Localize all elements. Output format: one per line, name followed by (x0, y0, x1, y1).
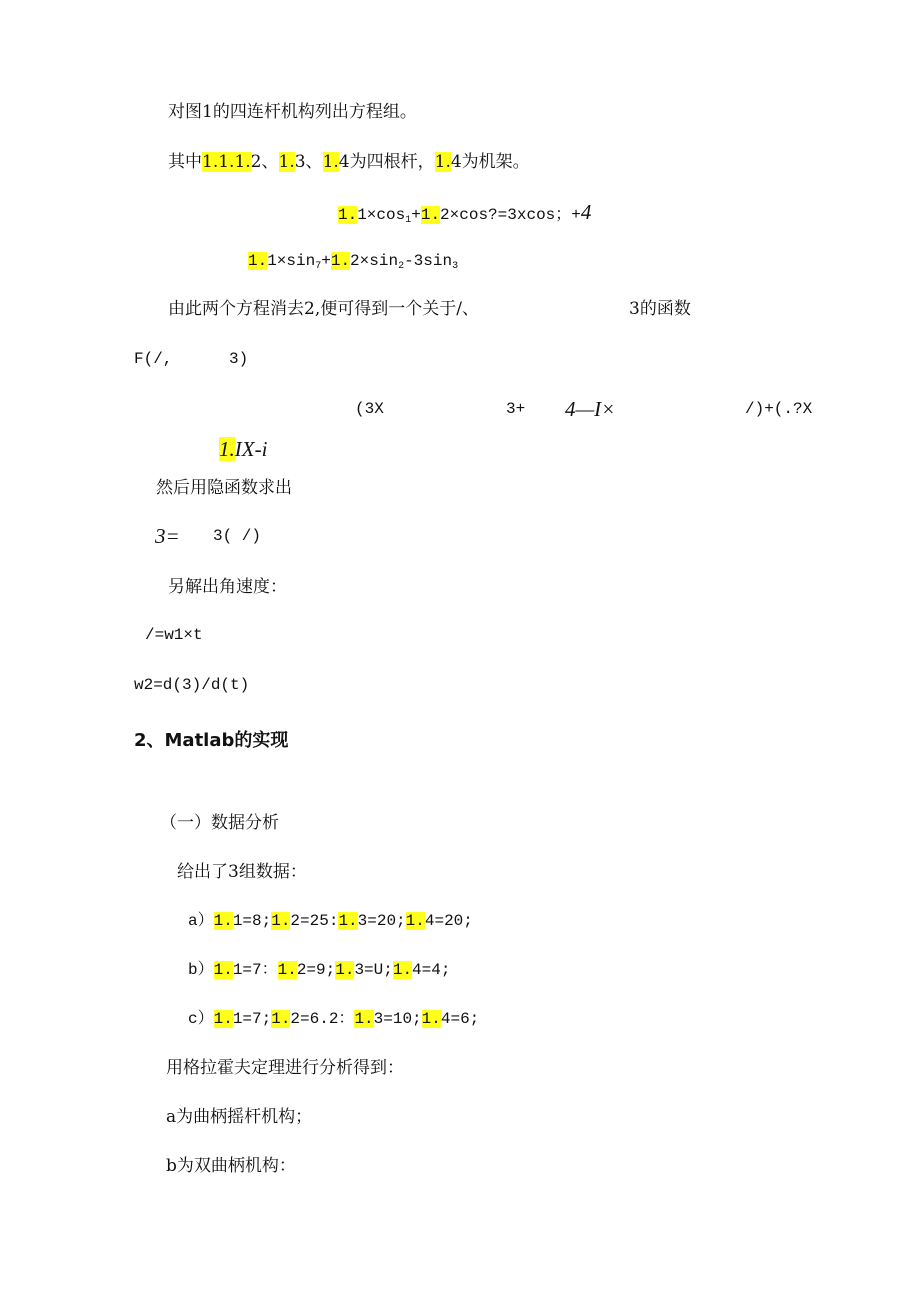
angvel-text: 另解出角速度： (168, 577, 287, 597)
data-a-hl4: 1. (405, 912, 425, 930)
data-b-hl4: 1. (392, 961, 413, 979)
eq2-c: + (321, 252, 331, 270)
data-c-hl1: 1. (213, 1010, 233, 1028)
data-b-v2: 2=9; (296, 961, 336, 979)
equation-1 (338, 201, 591, 226)
function-left-text: F(/, (134, 350, 173, 368)
data-a-v3: 3=20; (357, 912, 406, 930)
eliminate-left: 由此两个方程消去2,便可得到一个关于/、 (168, 299, 479, 319)
eq2-e: 2×sin (350, 252, 399, 270)
broken-formula-p6: IX-i (234, 437, 268, 461)
intro-line (168, 101, 417, 123)
w2-line (134, 674, 249, 696)
broken-formula-p3: 4—I× (565, 397, 616, 421)
data-a-label: a） (188, 912, 214, 930)
members-n3: 3、 (294, 152, 323, 172)
eq2-b-sub: 7 (315, 261, 322, 272)
eq1-c: + (411, 206, 421, 224)
eq2-f: -3sin (404, 252, 453, 270)
data-b-hl2: 1. (277, 961, 297, 979)
data-b-v1: 1=7： (232, 961, 278, 979)
eliminate-right: 3的函数 (629, 299, 691, 319)
eq2-f-sub: 3 (452, 261, 459, 272)
eq1-e: 2×cos?=3xcos；+ (440, 206, 581, 224)
equation-2 (248, 250, 458, 272)
eq2-highlight-d: 1. (330, 252, 351, 270)
data-c-hl2: 1. (271, 1010, 291, 1028)
data-c-v4: 4=6; (440, 1010, 480, 1028)
broken-formula-p1: (3X (355, 400, 384, 418)
data-b-label: b） (188, 961, 214, 979)
eq2-b: 1×sin (267, 252, 316, 270)
data-c-hl3: 1. (354, 1010, 374, 1028)
data-b-v4: 4=4; (412, 961, 451, 979)
data-c-v1: 1=7; (232, 1010, 272, 1028)
data-a-hl3: 1. (338, 912, 358, 930)
result-b-line (166, 1155, 296, 1177)
implicit-line (156, 477, 292, 499)
function-right-text: 3) (229, 350, 249, 368)
eq1-b-sub: 1 (405, 215, 412, 226)
w2-text: w2=d(3)/d(t) (134, 676, 250, 694)
data-row-c (188, 1008, 479, 1030)
grashof-text: 用格拉霍夫定理进行分析得到： (166, 1058, 404, 1078)
eq2-e-sub: 2 (398, 261, 405, 272)
implicit-text: 然后用隐函数求出 (156, 478, 292, 498)
result-a-line (166, 1106, 312, 1128)
members-n5: 4为机架。 (450, 152, 530, 172)
intro-text: 对图1的四连杆机构列出方程组。 (168, 102, 417, 122)
highlight-l3: 1. (278, 152, 295, 172)
w1-text: /=w1×t (145, 626, 203, 644)
data-c-hl4: 1. (421, 1010, 441, 1028)
given-line (177, 861, 307, 883)
eq1-f: 4 (580, 200, 592, 224)
highlight-l5: 1. (434, 152, 451, 172)
solve-left: 3= (155, 524, 180, 548)
broken-formula-p2: 3+ (506, 400, 526, 418)
data-a-hl2: 1. (271, 912, 291, 930)
data-a-v2: 2=25: (290, 912, 339, 930)
section-2-heading (134, 730, 288, 752)
eq1-b: 1×cos (357, 206, 406, 224)
data-c-label: c） (188, 1010, 214, 1028)
broken-formula-p5: 1. (219, 437, 235, 461)
data-c-v3: 3=10; (373, 1010, 422, 1028)
data-b-hl1: 1. (213, 961, 233, 979)
function-left (134, 348, 172, 370)
eq2-highlight-a: 1. (248, 252, 268, 270)
broken-formula-p4: /)+(.?X (745, 400, 813, 418)
data-b-hl3: 1. (335, 961, 355, 979)
data-row-b (188, 959, 450, 981)
broken-formula-line2 (219, 437, 267, 462)
data-c-v2: 2=6.2： (290, 1010, 355, 1028)
members-line (168, 151, 530, 173)
result-b-text: b为双曲柄机构： (166, 1156, 296, 1176)
members-n4: 4为四根杆， (338, 152, 435, 172)
given-text: 给出了3组数据： (177, 862, 307, 882)
angvel-line (168, 576, 287, 598)
eliminate-line-left (168, 298, 479, 320)
eliminate-line-right (629, 298, 691, 320)
members-n2: 2、 (250, 152, 279, 172)
eq1-highlight-d: 1. (420, 206, 441, 224)
eq1-highlight-a: 1. (338, 206, 358, 224)
w1-line (145, 624, 203, 646)
data-a-v4: 4=20; (424, 912, 473, 930)
members-prefix: 其中 (168, 152, 202, 172)
grashof-line (166, 1057, 404, 1079)
data-b-v3: 3=U; (354, 961, 393, 979)
data-a-v1: 1=8; (232, 912, 272, 930)
subsection-1-title: （一）数据分析 (160, 813, 279, 833)
highlight-l4: 1. (322, 152, 339, 172)
subsection-1-heading (160, 812, 279, 834)
function-right (229, 348, 248, 370)
highlight-l1: 1.1.1. (202, 152, 251, 172)
section-2-title: 2、Matlab的实现 (134, 730, 289, 751)
solve-right: 3( /) (213, 527, 262, 545)
data-a-hl1: 1. (213, 912, 233, 930)
result-a-text: a为曲柄摇杆机构； (166, 1107, 313, 1127)
data-row-a (188, 910, 473, 932)
